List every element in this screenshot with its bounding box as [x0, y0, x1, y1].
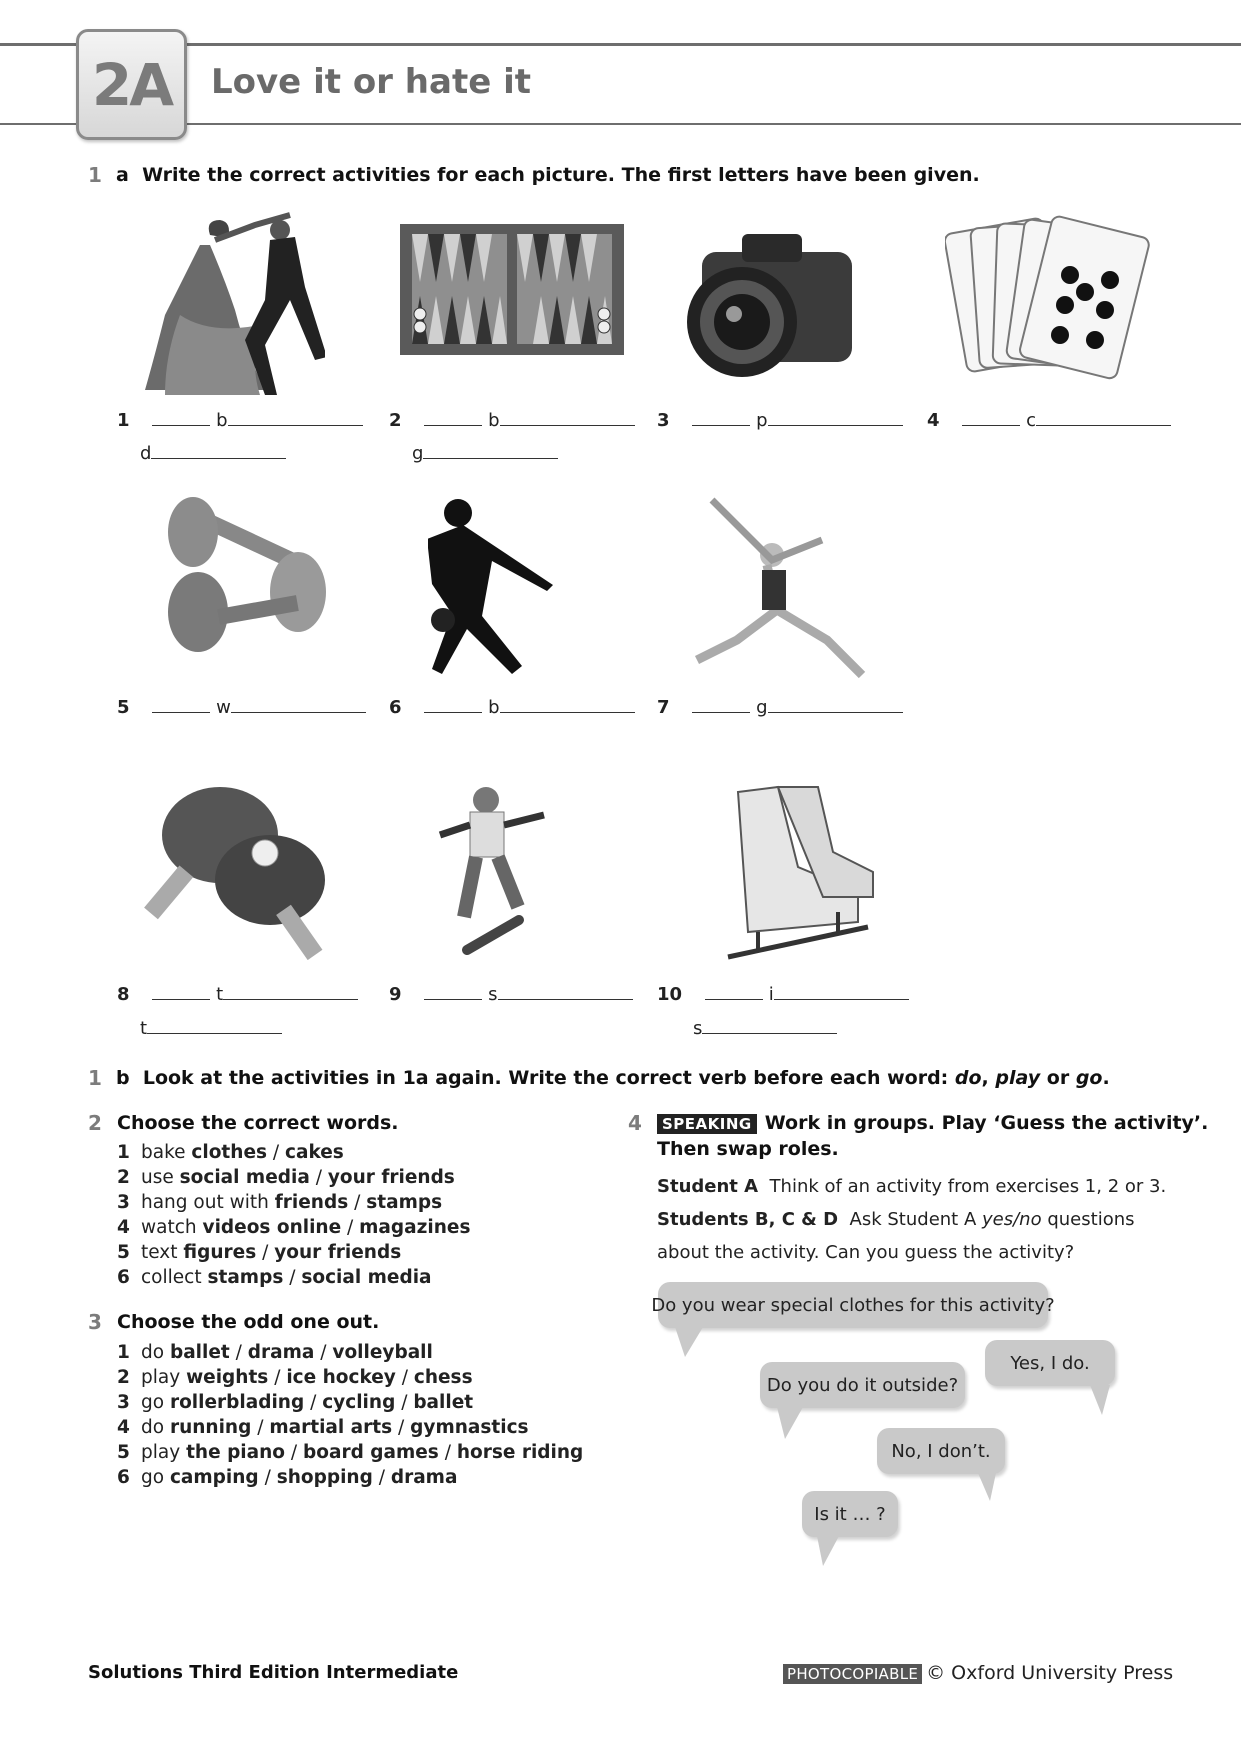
exercise-number: 1 [88, 1066, 102, 1090]
answer-1[interactable]: 1 b [117, 408, 363, 431]
list-item[interactable]: 3 hang out with friends / stamps [117, 1192, 443, 1213]
exercise-1a-instruction [116, 164, 980, 186]
list-item[interactable]: 6 go camping / shopping / drama [117, 1467, 458, 1488]
unit-number: 2A [91, 50, 172, 119]
answer-2[interactable]: 2 b [389, 408, 635, 431]
answer-4[interactable]: 4 c [927, 408, 1171, 431]
exercise-number: 3 [88, 1310, 102, 1334]
student-a-line: Student A Think of an activity from exercises 1, 2 or 3. [657, 1176, 1167, 1197]
exercise-2-list [117, 1140, 470, 1290]
footer-copyright: PHOTOCOPIABLE © Oxford University Press [783, 1662, 1173, 1684]
speech-bubble: Yes, I do. [985, 1340, 1115, 1386]
skateboarder-icon [428, 780, 558, 975]
exercise-number: 1 [88, 163, 102, 187]
list-item[interactable]: 3 go rollerblading / cycling / ballet [117, 1392, 474, 1413]
list-item[interactable]: 1 do ballet / drama / volleyball [117, 1342, 433, 1363]
photocopiable-badge: PHOTOCOPIABLE [783, 1664, 922, 1684]
answer-3[interactable]: 3 p [657, 408, 903, 431]
list-item[interactable]: 2 use social media / your friends [117, 1167, 455, 1188]
question-line: about the activity. Can you guess the activity? [657, 1242, 1075, 1263]
speaking-badge: SPEAKING [657, 1114, 757, 1134]
answer-8[interactable]: 8 t [117, 982, 358, 1005]
answer-9[interactable]: 9 s [389, 982, 633, 1005]
list-item[interactable]: 5 play the piano / board games / horse riding [117, 1442, 584, 1463]
speech-bubble-tail [675, 1327, 703, 1357]
answer-8-second-word[interactable]: t [140, 1016, 282, 1039]
camera-icon [672, 222, 862, 382]
exercise-letter: a [116, 164, 129, 186]
footer-book-title: Solutions Third Edition Intermediate [88, 1662, 459, 1683]
dumbbells-icon [148, 492, 348, 667]
basketball-player-icon [428, 495, 598, 680]
exercise-2-instruction: Choose the correct words. [117, 1112, 399, 1134]
exercise-3-instruction: Choose the odd one out. [117, 1311, 380, 1333]
answer-10-second-word[interactable]: s [693, 1016, 837, 1039]
students-bcd-line: Students B, C & D Ask Student A yes/no questions [657, 1209, 1135, 1230]
list-item[interactable]: 4 do running / martial arts / gymnastics [117, 1417, 529, 1438]
list-item[interactable]: 1 bake clothes / cakes [117, 1142, 344, 1163]
speech-bubble-tail [978, 1473, 996, 1501]
speech-bubble-tail [777, 1407, 803, 1439]
speech-bubble: No, I don’t. [877, 1428, 1005, 1474]
exercise-1b-instruction: b Look at the activities in 1a again. Write the correct verb before each word: do, play or go. [116, 1067, 1110, 1089]
exercise-number: 2 [88, 1111, 102, 1135]
answer-2-second-word[interactable]: g [412, 441, 558, 464]
answer-5[interactable]: 5 w [117, 695, 366, 718]
speech-bubble: Do you wear special clothes for this activity? [658, 1282, 1048, 1328]
list-item[interactable]: 2 play weights / ice hockey / chess [117, 1367, 473, 1388]
list-item[interactable]: 6 collect stamps / social media [117, 1267, 432, 1288]
speech-bubble-tail [817, 1536, 839, 1566]
page-title: Love it or hate it [211, 62, 531, 102]
list-item[interactable]: 4 watch videos online / magazines [117, 1217, 471, 1238]
backgammon-board-icon [398, 222, 626, 357]
exercise-4-instruction-line2: Then swap roles. [657, 1138, 839, 1160]
speech-bubble-tail [1090, 1385, 1110, 1415]
instruction-text: Write the correct activities for each picture. The first letters have been given. [142, 164, 980, 186]
playing-cards-icon [945, 210, 1150, 395]
ballroom-dancer-icon [140, 205, 325, 400]
answer-6[interactable]: 6 b [389, 695, 635, 718]
exercise-number: 4 [628, 1111, 642, 1135]
ice-skates-icon [718, 782, 878, 977]
answer-1-second-word[interactable]: d [140, 441, 286, 464]
speech-bubble: Do you do it outside? [760, 1362, 965, 1408]
answer-7[interactable]: 7 g [657, 695, 903, 718]
list-item[interactable]: 5 text figures / your friends [117, 1242, 402, 1263]
exercise-3-list [117, 1340, 583, 1490]
unit-badge [76, 29, 187, 140]
gymnast-icon [682, 490, 872, 685]
table-tennis-bats-icon [140, 785, 335, 960]
exercise-4-instruction: SPEAKING Work in groups. Play ‘Guess the activity’. [657, 1112, 1208, 1134]
speech-bubble: Is it … ? [802, 1491, 898, 1537]
answer-10[interactable]: 10 i [657, 982, 909, 1005]
